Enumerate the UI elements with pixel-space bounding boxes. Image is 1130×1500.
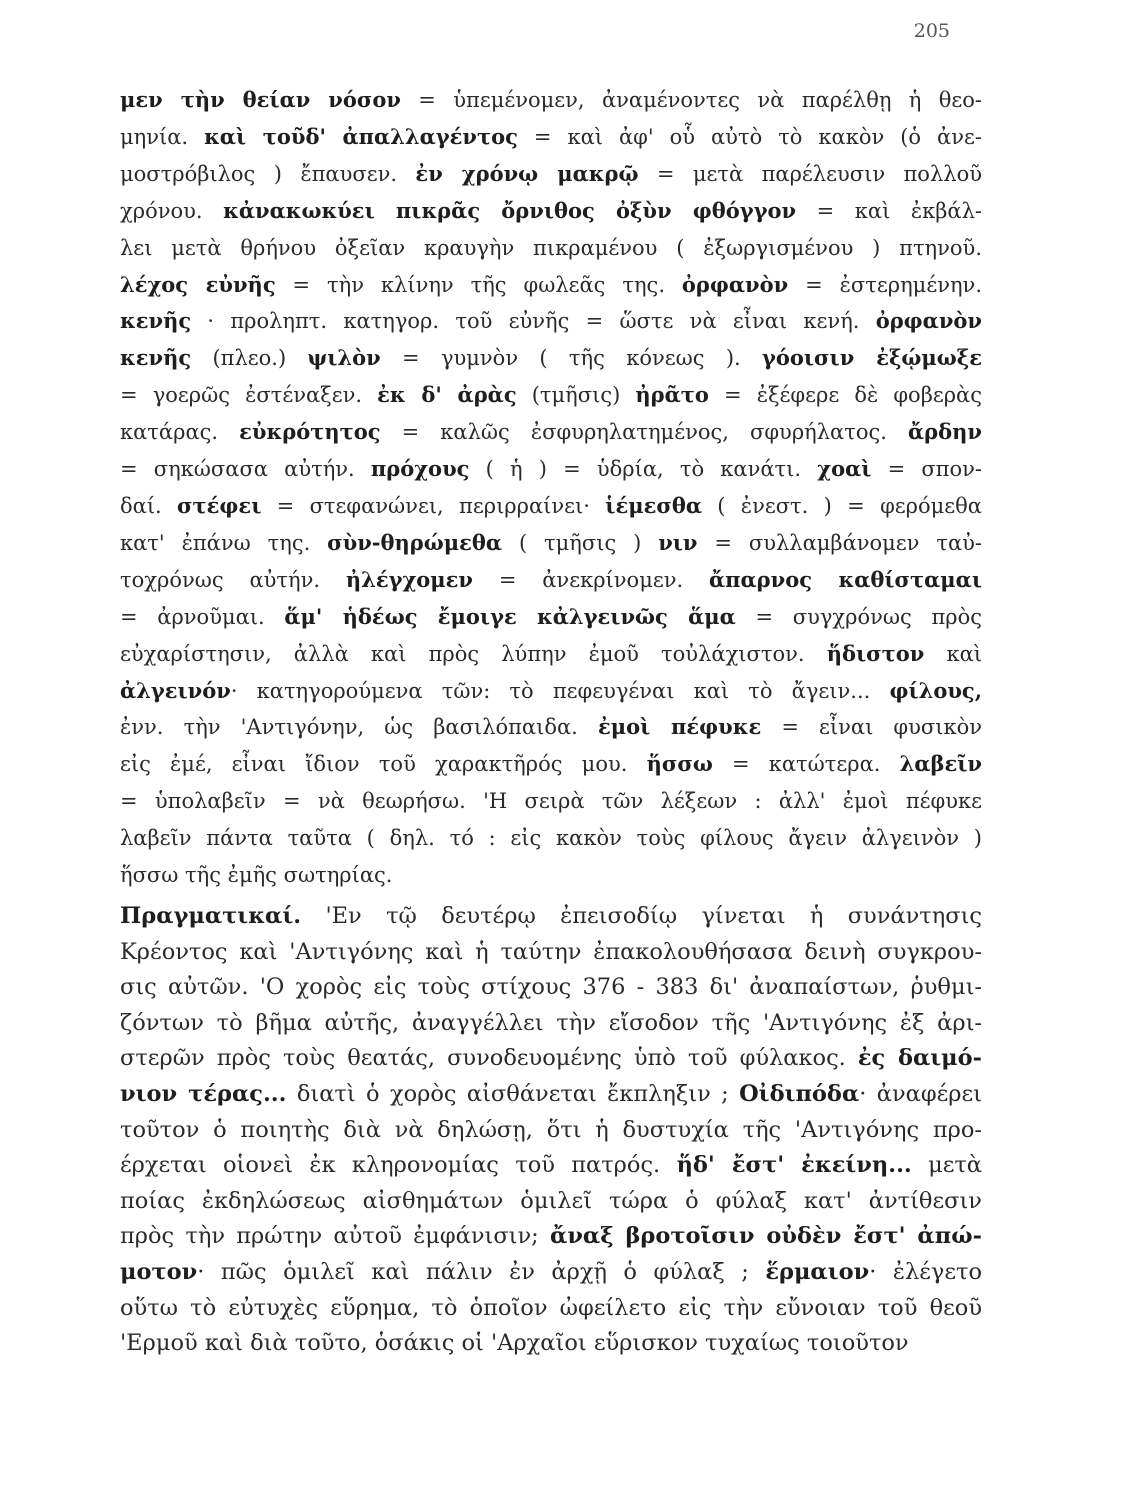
page-number: 205 — [913, 20, 950, 42]
gloss-text: = ἀνεκρίνομεν. — [473, 567, 709, 592]
lemma: ὀρφανὸν — [875, 308, 982, 334]
gloss-text: (τμῆσις) — [516, 383, 636, 408]
lemma: χοαὶ — [817, 456, 872, 482]
gloss-text: = ὑπεμένομεν, ἀναμένοντες νὰ παρέλθῃ ἡ θεο- — [400, 88, 982, 112]
lemma: ἐμοὶ πέφυκε — [597, 714, 762, 740]
text-line — [120, 935, 982, 971]
text-line — [120, 1219, 982, 1255]
text-line — [120, 1148, 982, 1184]
lemma: κενῆς — [120, 308, 192, 334]
gloss-text: τοχρόνως αὐτήν. — [120, 567, 346, 592]
text-line — [120, 970, 982, 1006]
text-line — [120, 525, 982, 562]
gloss-text: = καὶ ἀφ' οὗ αὐτὸ τὸ κακὸν (ὁ ἀνε- — [517, 124, 982, 149]
lemma: ἀλγεινόν — [120, 677, 231, 703]
gloss-text: · προληπτ. κατηγορ. τοῦ εὐνῆς = ὥστε νὰ εἶναι κενή. — [191, 309, 876, 334]
text-line — [120, 562, 982, 599]
gloss-text: = σηκώσασα αὐτήν. — [120, 457, 371, 482]
lemma: κἀνακωκύει πικρᾶς ὄρνιθος ὀξὺν φθόγγον — [223, 197, 797, 223]
gloss-text: χρόνου. — [120, 198, 224, 223]
glossary-paragraph — [120, 82, 982, 894]
gloss-text: κατάρας. — [120, 420, 240, 445]
gloss-text: τοῦτον ὁ ποιητὴς διὰ νὰ δηλώσῃ, ὅτι ἡ δυστυχία τῆς 'Αντιγόνης προ- — [120, 1116, 982, 1143]
gloss-text: = σπον- — [871, 457, 982, 482]
lemma: εὐκρότητος — [239, 419, 381, 445]
text-line — [120, 1326, 982, 1362]
text-line — [120, 1006, 982, 1042]
text-line — [120, 746, 982, 783]
gloss-text: ( ἡ ) = ὑδρία, τὸ κανάτι. — [469, 457, 818, 482]
gloss-text: = ὑπολαβεῖν = νὰ θεωρήσω. 'Η σειρὰ τῶν λέξεων : ἀλλ' ἐμοὶ πέφυκε — [120, 789, 982, 814]
gloss-text: Κρέοντος καὶ 'Αντιγόνης καὶ ἡ ταύτην ἐπακολουθήσασα δεινὴ συγκρου- — [120, 938, 982, 965]
gloss-text: = ἀρνοῦμαι. — [120, 604, 285, 629]
lemma: φίλους, — [889, 677, 982, 703]
lemma: σὺν-θηρώμεθα — [327, 529, 503, 555]
lemma: μοτον — [120, 1258, 198, 1285]
text-line — [120, 1077, 982, 1113]
gloss-text: = εἶναι φυσικὸν — [761, 715, 982, 740]
gloss-text: · ἐλέγετο — [869, 1258, 982, 1285]
lemma: ἠρᾶτο — [635, 382, 709, 408]
lemma: ἕρμαιον — [765, 1258, 870, 1285]
lemma: πρόχους — [370, 456, 470, 482]
gloss-text: ἐνν. τὴν 'Αντιγόνην, ὡς βασιλόπαιδα. — [120, 715, 598, 740]
lemma: ἄναξ βροτοῖσιν οὐδὲν ἔστ' ἀπώ- — [550, 1223, 982, 1250]
text-line — [120, 599, 982, 636]
text-line — [120, 377, 982, 414]
gloss-text: μηνία. — [120, 124, 205, 149]
text-line — [120, 340, 982, 377]
lemma: Οἰδιπόδα — [739, 1080, 860, 1107]
lemma: ἥδ' ἔστ' ἐκείνη... — [676, 1152, 912, 1179]
lemma: ἥδιστον — [826, 640, 925, 666]
lemma: μεν τὴν θείαν νόσον — [120, 87, 401, 112]
lemma: ἄρδην — [908, 419, 982, 445]
gloss-text: κατ' ἐπάνω της. — [120, 530, 328, 555]
gloss-text: μοστρόβιλος ) ἔπαυσεν. — [120, 161, 416, 186]
gloss-text: δαί. — [120, 493, 178, 518]
text-line — [120, 451, 982, 488]
text-line — [120, 119, 982, 156]
gloss-text: λαβεῖν πάντα ταῦτα ( δηλ. τό : εἰς κακὸν τοὺς φίλους ἄγειν ἀλγεινὸν ) — [120, 826, 982, 851]
text-line — [120, 193, 982, 230]
gloss-text: = στεφανώνει, περιρραίνει· — [261, 493, 606, 518]
gloss-text: οὕτω τὸ εὐτυχὲς εὕρημα, τὸ ὁποῖον ὠφείλετο εἰς τὴν εὔνοιαν τοῦ θεοῦ — [120, 1294, 982, 1321]
gloss-text: = τὴν κλίνην τῆς φωλεᾶς της. — [275, 272, 682, 297]
lemma: γόοισιν ἐξῴμωξε — [762, 345, 982, 371]
text-line — [120, 1184, 982, 1220]
gloss-text: ἥσσω τῆς ἐμῆς σωτηρίας. — [120, 863, 393, 888]
gloss-text: · πῶς ὁμιλεῖ καὶ πάλιν ἐν ἀρχῇ ὁ φύλαξ ; — [197, 1258, 766, 1285]
gloss-text: = μετὰ παρέλευσιν πολλοῦ — [638, 161, 982, 186]
lemma: ἐς δαιμό- — [857, 1045, 982, 1072]
gloss-text: · κατηγορούμενα τῶν: τὸ πεφευγέναι καὶ τὸ ἄγειν... — [230, 678, 890, 703]
text-line — [120, 1255, 982, 1291]
lemma: ἥσσω — [646, 751, 713, 777]
lemma: ἐν χρόνῳ μακρῷ — [415, 160, 639, 186]
text-line — [120, 303, 982, 340]
gloss-text: = καλῶς ἐσφυρηλατημένος, σφυρήλατος. — [380, 420, 909, 445]
text-line — [120, 857, 982, 894]
gloss-text: = γοερῶς ἐστέναξεν. — [120, 383, 378, 408]
gloss-text: ποίας ἐκδηλώσεως αἰσθημάτων ὁμιλεῖ τώρα ὁ φύλαξ κατ' ἀντίθεσιν — [120, 1187, 982, 1214]
lemma: ψιλὸν — [307, 345, 381, 371]
lemma: ἄπαρνος καθίσταμαι — [708, 566, 982, 592]
gloss-text: σις αὐτῶν. 'Ο χορὸς εἰς τοὺς στίχους 376 - 383 δι' ἀναπαίστων, ῥυθμι- — [120, 974, 982, 1001]
lemma: στέφει — [177, 492, 262, 518]
lemma: ἱέμεσθα — [605, 492, 702, 518]
gloss-text: ζόντων τὸ βῆμα αὐτῆς, ἀναγγέλλει τὴν εἴσοδον τῆς 'Αντιγόνης ἐξ ἀρι- — [120, 1009, 982, 1036]
lemma: ἅμ' ἡδέως ἔμοιγε κἀλγεινῶς ἅμα — [284, 603, 736, 629]
lemma: λαβεῖν — [899, 751, 982, 777]
lemma: ὀρφανὸν — [681, 271, 789, 297]
gloss-text: μετὰ — [911, 1152, 982, 1179]
text-line — [120, 783, 982, 820]
text-line — [120, 156, 982, 193]
gloss-text: έρχεται οἱονεὶ ἐκ κληρονομίας τοῦ πατρός. — [120, 1152, 677, 1179]
text-line — [120, 1113, 982, 1149]
gloss-text: διατὶ ὁ χορὸς αἰσθάνεται ἔκπληξιν ; — [286, 1080, 740, 1107]
text-line — [120, 636, 982, 673]
text-line — [120, 1291, 982, 1327]
lemma: νιν — [658, 529, 698, 555]
gloss-text: = συλλαμβάνομεν ταὐ- — [697, 530, 983, 555]
lemma: ἠλέγχομεν — [345, 566, 474, 592]
gloss-text: 'Ερμοῦ καὶ διὰ τοῦτο, ὁσάκις οἱ 'Αρχαῖοι εὕρισκον τυχαίως τοιοῦτον — [120, 1330, 909, 1357]
gloss-text: στερῶν πρὸς τοὺς θεατάς, συνοδευομένης ὑπὸ τοῦ φύλακος. — [120, 1045, 858, 1072]
gloss-text: = συγχρόνως πρὸς — [735, 604, 982, 629]
gloss-text: καὶ — [924, 641, 982, 666]
gloss-text: = ἐξέφερε δὲ φοβερὰς — [708, 383, 982, 408]
lemma: καὶ τοῦδ' ἀπαλλαγέντος — [204, 123, 518, 149]
lemma: νιον τέρας... — [120, 1080, 287, 1107]
gloss-text: = γυμνὸν ( τῆς κόνεως ). — [380, 346, 763, 371]
gloss-text: εὐχαρίστησιν, ἀλλὰ καὶ πρὸς λύπην ἐμοῦ τοὐλάχιστον. — [120, 641, 827, 666]
gloss-text: · ἀναφέρει — [859, 1080, 982, 1107]
lemma: λέχος εὐνῆς — [120, 271, 276, 297]
text-line — [120, 673, 982, 710]
gloss-text: ( ἐνεστ. ) = φερόμεθα — [702, 493, 982, 518]
gloss-text: = κατώτερα. — [712, 752, 900, 777]
text-line — [120, 488, 982, 525]
lemma: Πραγματικαί. — [120, 903, 302, 929]
gloss-text: 'Εν τῷ δευτέρῳ ἐπεισοδίῳ γίνεται ἡ συνάντησις — [301, 903, 982, 929]
text-line — [120, 709, 982, 746]
text-line — [120, 820, 982, 857]
text-line — [120, 899, 982, 935]
lemma: ἐκ δ' ἀρὰς — [377, 382, 517, 408]
gloss-text: = ἐστερημένην. — [788, 272, 982, 297]
gloss-text: λει μετὰ θρήνου ὀξεῖαν κραυγὴν πικραμένου ( ἐξωργισμένου ) πτηνοῦ. — [120, 235, 982, 260]
gloss-text: (πλεο.) — [191, 346, 308, 371]
gloss-text: ( τμῆσις ) — [502, 530, 659, 555]
lemma: κενῆς — [120, 345, 192, 371]
commentary-paragraph — [120, 899, 982, 1362]
text-line — [120, 1041, 982, 1077]
text-line — [120, 267, 982, 304]
gloss-text: εἰς ἐμέ, εἶναι ἴδιον τοῦ χαρακτῆρός μου. — [120, 752, 647, 777]
text-line — [120, 82, 982, 119]
gloss-text: = καὶ ἐκβάλ- — [796, 198, 982, 223]
text-line — [120, 414, 982, 451]
gloss-text: πρὸς τὴν πρώτην αὐτοῦ ἐμφάνισιν; — [120, 1223, 550, 1250]
text-line — [120, 230, 982, 267]
